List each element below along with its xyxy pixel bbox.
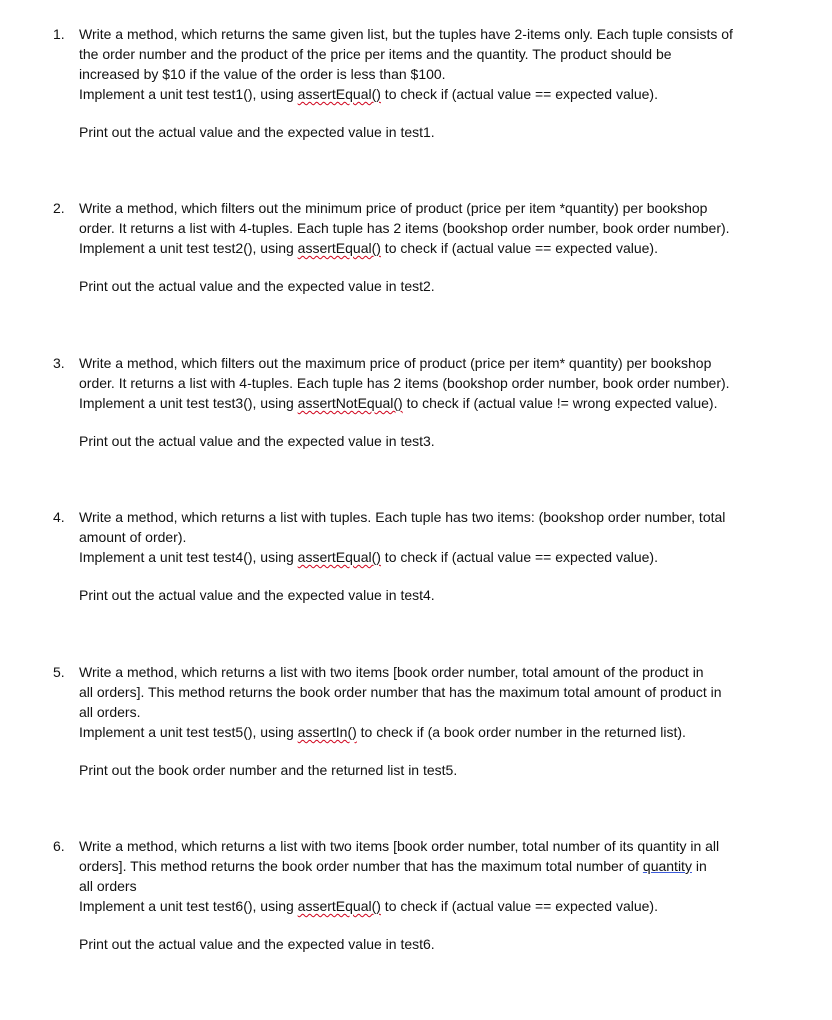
print-instruction: Print out the actual value and the expected value in test6.: [79, 936, 435, 952]
item-text-line: Write a method, which filters out the maximum price of product (price per item* quantity) per bookshop: [79, 355, 712, 371]
item-text-line: Write a method, which returns a list with two items [book order number, total number of its quantity in all: [79, 838, 720, 854]
item-number: 3.: [53, 355, 65, 371]
item-text-line: Write a method, which returns the same given list, but the tuples have 2-items only. Each tuple consists of: [79, 26, 733, 42]
implement-suffix: to check if (actual value == expected value).: [380, 549, 658, 565]
item-text-line: order. It returns a list with 4-tuples. Each tuple has 2 items (bookshop order number, book order number).: [79, 375, 730, 391]
implement-line: [79, 84, 796, 104]
implement-suffix: to check if (actual value == expected value).: [380, 86, 658, 102]
implement-prefix: Implement a unit test test2(), using: [79, 240, 298, 256]
list-item-2: [0, 198, 832, 296]
implement-suffix: to check if (actual value == expected value).: [380, 898, 658, 914]
assert-function-name: assertIn(): [297, 724, 357, 740]
item-text-line: Write a method, which filters out the minimum price of product (price per item *quantity) per bookshop: [79, 200, 708, 216]
implement-suffix: to check if (actual value == expected value).: [380, 240, 658, 256]
print-instruction: Print out the book order number and the returned list in test5.: [79, 762, 458, 778]
implement-prefix: Implement a unit test test3(), using: [79, 395, 298, 411]
line-suffix: in: [691, 858, 707, 874]
assert-function-name: assertEqual(): [297, 898, 381, 914]
document: [0, 24, 832, 954]
print-instruction: Print out the actual value and the expected value in test3.: [79, 433, 435, 449]
assert-function-name: assertEqual(): [297, 86, 381, 102]
item-number: 2.: [53, 200, 65, 216]
assert-function-name: assertEqual(): [297, 549, 381, 565]
assert-function-name: assertEqual(): [297, 240, 381, 256]
implement-prefix: Implement a unit test test1(), using: [79, 86, 298, 102]
item-text-line: Write a method, which returns a list with two items [book order number, total amount of the product in: [79, 664, 704, 680]
item-text-line: order. It returns a list with 4-tuples. Each tuple has 2 items (bookshop order number, book order number).: [79, 220, 730, 236]
item-text-line: [79, 856, 796, 876]
implement-prefix: Implement a unit test test4(), using: [79, 549, 298, 565]
print-instruction: Print out the actual value and the expected value in test1.: [79, 124, 435, 140]
item-text-line: the order number and the product of the price per items and the quantity. The product should be: [79, 46, 672, 62]
list-item-5: [0, 662, 832, 780]
item-text-line: Write a method, which returns a list with tuples. Each tuple has two items: (bookshop order number, total: [79, 509, 726, 525]
item-text-line: increased by $10 if the value of the order is less than $100.: [79, 66, 446, 82]
item-text-line: amount of order).: [79, 529, 187, 545]
implement-suffix: to check if (actual value != wrong expected value).: [402, 395, 718, 411]
print-instruction: Print out the actual value and the expected value in test2.: [79, 278, 435, 294]
line-prefix: orders]. This method returns the book order number that has the maximum total number of: [79, 858, 643, 874]
list-item-1: [0, 24, 832, 142]
item-text-line: all orders.: [79, 704, 141, 720]
implement-prefix: Implement a unit test test5(), using: [79, 724, 298, 740]
list-item-3: [0, 353, 832, 451]
item-number: 4.: [53, 509, 65, 525]
implement-suffix: to check if (a book order number in the returned list).: [356, 724, 686, 740]
implement-line: [79, 238, 796, 258]
list-item-4: [0, 507, 832, 605]
item-number: 1.: [53, 26, 65, 42]
assert-function-name: assertNotEqual(): [297, 395, 403, 411]
underlined-word: quantity: [642, 858, 692, 874]
item-text-line: all orders]. This method returns the book order number that has the maximum total amount of product in: [79, 684, 722, 700]
print-instruction: Print out the actual value and the expected value in test4.: [79, 587, 435, 603]
item-number: 6.: [53, 838, 65, 854]
implement-line: [79, 722, 796, 742]
implement-prefix: Implement a unit test test6(), using: [79, 898, 298, 914]
item-number: 5.: [53, 664, 65, 680]
implement-line: [79, 393, 796, 413]
list-item-6: [0, 836, 832, 954]
implement-line: [79, 896, 796, 916]
item-text-line: all orders: [79, 878, 137, 894]
implement-line: [79, 547, 796, 567]
